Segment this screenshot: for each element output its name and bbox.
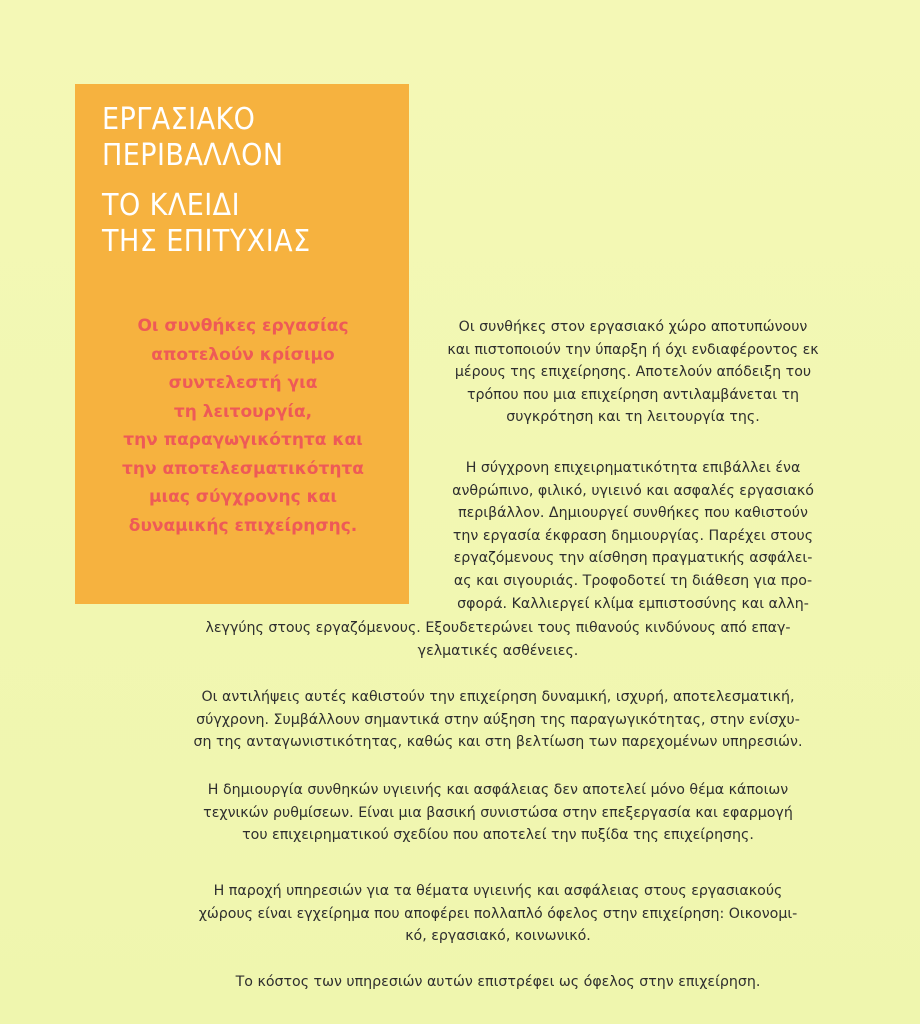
text-line: τρόπου που μια επιχείρηση αντιλαμβάνεται τη (466, 386, 800, 403)
text-line: Η σύγχρονη επιχειρηματικότητα επιβάλλει ένα (465, 460, 801, 476)
highlight-line: μιας σύγχρονης και (149, 487, 337, 507)
text-line: τεχνικών ρυθμίσεων. Είναι μια βασική συνιστώσα στην επεξεργασία και εφαρμογή (203, 804, 793, 821)
text-line: Η παροχή υπηρεσιών για τα θέματα υγιεινής και ασφάλειας στους εργασιακούς (213, 883, 783, 899)
text-line: σφορά. Καλλιεργεί κλίμα εμπιστοσύνης και αλλη- (457, 595, 809, 612)
subtitle-line: ΤΗΣ ΕΠΙΤΥΧΙΑΣ (102, 224, 311, 259)
title-gap (102, 174, 372, 188)
text-line: Το κόστος των υπηρεσιών αυτών επιστρέφει ως όφελος στην επιχείρηση. (235, 974, 761, 990)
paragraph-1 (421, 316, 845, 429)
text-line: μέρους της επιχείρησης. Αποτελούν απόδειξη του (454, 364, 812, 381)
paragraph-2-continued (148, 617, 848, 662)
paragraph-3 (148, 686, 848, 754)
text-line: ας και σιγουριάς. Τροφοδοτεί τη διάθεση για προ- (453, 572, 813, 589)
text-line: εργαζόμενους την αίσθηση πραγματικής ασφάλει- (453, 550, 813, 567)
highlight-quote (98, 312, 388, 540)
highlight-line: την αποτελεσματικότητα (122, 458, 364, 479)
title-line: ΕΡΓΑΣΙΑΚΟ (102, 102, 256, 137)
paragraph-4 (148, 779, 848, 847)
text-line: κό, εργασιακό, κοινωνικό. (405, 928, 591, 945)
paragraph-6 (148, 971, 848, 994)
text-line: γελματικές ασθένειες. (417, 642, 579, 659)
text-line: χώρους είναι εγχείρημα που αποφέρει πολλαπλό όφελος στην επιχείρηση: Οικονομι- (198, 905, 798, 922)
text-line: λεγγύης στους εργαζόμενους. Εξουδετερώνει τους πιθανούς κινδύνους από επαγ- (205, 620, 791, 636)
page-title (102, 102, 372, 260)
highlight-line: Οι συνθήκες εργασίας (137, 316, 349, 336)
paragraph-5 (148, 880, 848, 948)
paragraph-2 (421, 457, 845, 615)
text-line: του επιχειρηματικού σχεδίου που αποτελεί την πυξίδα της επιχείρησης. (242, 827, 754, 844)
text-line: Οι συνθήκες στον εργασιακό χώρο αποτυπώνουν (458, 319, 808, 335)
highlight-line: την παραγωγικότητα και (123, 430, 363, 450)
title-line: ΠΕΡΙΒΑΛΛΟΝ (102, 138, 284, 173)
text-line: σύγχρονη. Συμβάλλουν σημαντικά στην αύξηση της παραγωγικότητας, στην ενίσχυ- (196, 711, 800, 728)
text-line: περιβάλλον. Δημιουργεί συνθήκες που καθιστούν (458, 505, 808, 522)
text-line: Οι αντιλήψεις αυτές καθιστούν την επιχείρηση δυναμική, ισχυρή, αποτελεσματική, (201, 689, 795, 705)
subtitle-line: ΤΟ ΚΛΕΙΔΙ (102, 188, 241, 223)
highlight-line: συντελεστή για (168, 373, 318, 393)
text-line: ση της ανταγωνιστικότητας, καθώς και στη βελτίωση των παρεχομένων υπηρεσιών. (193, 734, 803, 751)
highlight-line: τη λειτουργία, (173, 401, 313, 422)
text-line: συγκρότηση και τη λειτουργία της. (506, 409, 760, 426)
text-line: και πιστοποιούν την ύπαρξη ή όχι ενδιαφέροντος εκ (447, 341, 819, 358)
highlight-line: δυναμικής επιχείρησης. (128, 515, 358, 536)
text-line: Η δημιουργία συνθηκών υγιεινής και ασφάλειας δεν αποτελεί μόνο θέμα κάποιων (207, 782, 789, 798)
text-line: ανθρώπινο, φιλικό, υγιεινό και ασφαλές εργασιακό (452, 482, 814, 499)
text-line: την εργασία έκφραση δημιουργίας. Παρέχει στους (452, 527, 814, 544)
highlight-line: αποτελούν κρίσιμο (151, 344, 335, 365)
